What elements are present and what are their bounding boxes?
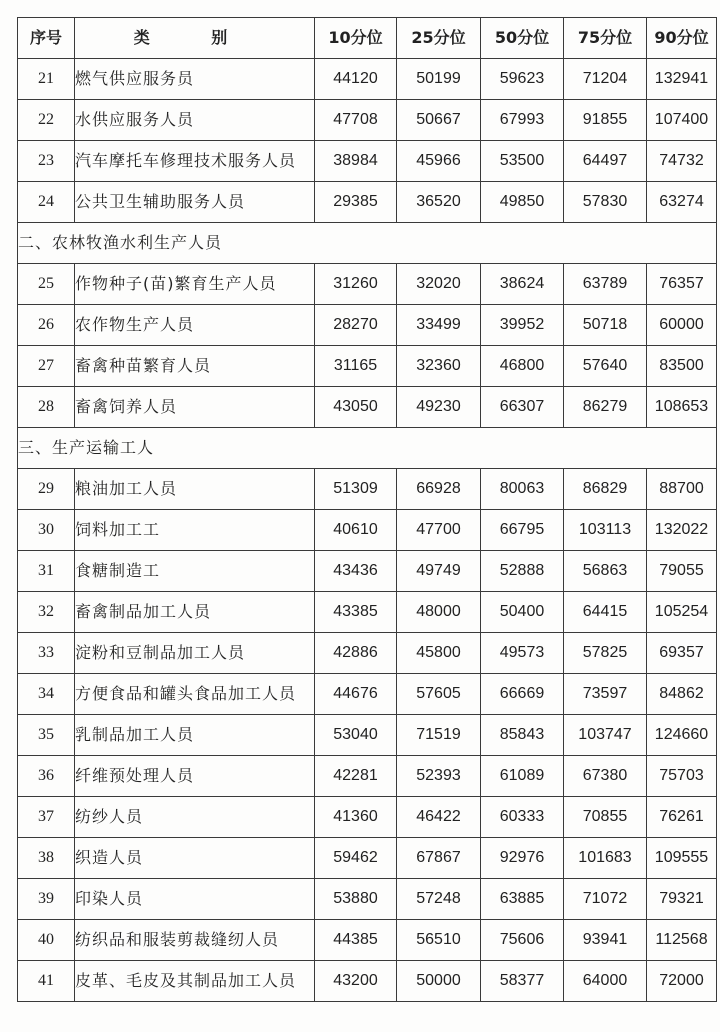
row-p75: 103747: [564, 715, 647, 756]
row-p50: 66669: [481, 674, 564, 715]
table-row: [18, 141, 717, 182]
row-p75: 57825: [564, 633, 647, 674]
row-p75: 63789: [564, 264, 647, 305]
row-seq: 23: [18, 141, 75, 182]
row-seq: 34: [18, 674, 75, 715]
row-seq: 35: [18, 715, 75, 756]
row-p75: 67380: [564, 756, 647, 797]
row-p10: 53880: [315, 879, 397, 920]
row-p90: 132941: [647, 59, 717, 100]
row-p25: 50000: [397, 961, 481, 1002]
row-category: 方便食品和罐头食品加工人员: [75, 674, 315, 715]
row-p75: 57640: [564, 346, 647, 387]
row-category: 汽车摩托车修理技术服务人员: [75, 141, 315, 182]
row-p10: 31165: [315, 346, 397, 387]
row-p90: 76261: [647, 797, 717, 838]
row-p25: 47700: [397, 510, 481, 551]
header-p50: 50分位: [481, 18, 564, 59]
table-row: [18, 264, 717, 305]
row-category: 农作物生产人员: [75, 305, 315, 346]
table-row: [18, 387, 717, 428]
row-category: 纤维预处理人员: [75, 756, 315, 797]
row-p90: 108653: [647, 387, 717, 428]
row-seq: 41: [18, 961, 75, 1002]
row-p10: 53040: [315, 715, 397, 756]
section-heading-production: 三、生产运输工人: [18, 428, 717, 469]
row-category: 畜禽饲养人员: [75, 387, 315, 428]
row-p10: 28270: [315, 305, 397, 346]
row-p50: 46800: [481, 346, 564, 387]
row-p25: 71519: [397, 715, 481, 756]
row-category: 织造人员: [75, 838, 315, 879]
section-row: [18, 223, 717, 264]
table-body: [18, 59, 717, 1002]
row-p25: 57248: [397, 879, 481, 920]
row-p90: 88700: [647, 469, 717, 510]
row-category: 淀粉和豆制品加工人员: [75, 633, 315, 674]
row-p75: 57830: [564, 182, 647, 223]
row-p10: 41360: [315, 797, 397, 838]
row-p10: 43436: [315, 551, 397, 592]
row-category: 印染人员: [75, 879, 315, 920]
row-p90: 83500: [647, 346, 717, 387]
row-p10: 51309: [315, 469, 397, 510]
row-p90: 105254: [647, 592, 717, 633]
table-header-row: [18, 18, 717, 59]
row-p25: 45800: [397, 633, 481, 674]
row-p50: 52888: [481, 551, 564, 592]
row-seq: 24: [18, 182, 75, 223]
row-p10: 43385: [315, 592, 397, 633]
row-p75: 86829: [564, 469, 647, 510]
row-seq: 38: [18, 838, 75, 879]
row-p25: 52393: [397, 756, 481, 797]
header-seq: 序号: [18, 18, 75, 59]
table-row: [18, 838, 717, 879]
row-p90: 79321: [647, 879, 717, 920]
table-row: [18, 346, 717, 387]
row-p75: 103113: [564, 510, 647, 551]
table-row: [18, 182, 717, 223]
row-category: 皮革、毛皮及其制品加工人员: [75, 961, 315, 1002]
row-p10: 31260: [315, 264, 397, 305]
row-p50: 80063: [481, 469, 564, 510]
row-p10: 44676: [315, 674, 397, 715]
row-p25: 48000: [397, 592, 481, 633]
row-seq: 31: [18, 551, 75, 592]
row-p75: 73597: [564, 674, 647, 715]
row-seq: 39: [18, 879, 75, 920]
row-p50: 66307: [481, 387, 564, 428]
row-seq: 27: [18, 346, 75, 387]
header-p75: 75分位: [564, 18, 647, 59]
row-p10: 44120: [315, 59, 397, 100]
row-category: 纺纱人员: [75, 797, 315, 838]
row-p75: 71204: [564, 59, 647, 100]
row-category: 水供应服务人员: [75, 100, 315, 141]
row-p25: 50667: [397, 100, 481, 141]
row-p25: 56510: [397, 920, 481, 961]
table-row: [18, 100, 717, 141]
table-row: [18, 510, 717, 551]
row-p90: 109555: [647, 838, 717, 879]
row-seq: 40: [18, 920, 75, 961]
row-seq: 28: [18, 387, 75, 428]
row-p75: 91855: [564, 100, 647, 141]
header-category: 类 别: [75, 18, 315, 59]
row-p10: 42281: [315, 756, 397, 797]
row-p90: 124660: [647, 715, 717, 756]
row-category: 乳制品加工人员: [75, 715, 315, 756]
row-p50: 59623: [481, 59, 564, 100]
wage-percentile-table: [17, 17, 717, 1002]
header-p10: 10分位: [315, 18, 397, 59]
header-p90: 90分位: [647, 18, 717, 59]
row-p90: 79055: [647, 551, 717, 592]
row-p25: 33499: [397, 305, 481, 346]
row-seq: 33: [18, 633, 75, 674]
row-p90: 72000: [647, 961, 717, 1002]
row-category: 纺织品和服装剪裁缝纫人员: [75, 920, 315, 961]
table-row: [18, 469, 717, 510]
row-seq: 22: [18, 100, 75, 141]
table-row: [18, 305, 717, 346]
row-p50: 39952: [481, 305, 564, 346]
row-p50: 50400: [481, 592, 564, 633]
row-p90: 107400: [647, 100, 717, 141]
row-p50: 38624: [481, 264, 564, 305]
row-p75: 56863: [564, 551, 647, 592]
row-category: 饲料加工工: [75, 510, 315, 551]
row-seq: 37: [18, 797, 75, 838]
table-row: [18, 674, 717, 715]
table-row: [18, 633, 717, 674]
row-p90: 84862: [647, 674, 717, 715]
row-seq: 26: [18, 305, 75, 346]
row-category: 公共卫生辅助服务人员: [75, 182, 315, 223]
row-category: 作物种子(苗)繁育生产人员: [75, 264, 315, 305]
row-p10: 29385: [315, 182, 397, 223]
row-p75: 71072: [564, 879, 647, 920]
table-row: [18, 592, 717, 633]
header-p25: 25分位: [397, 18, 481, 59]
row-p10: 43050: [315, 387, 397, 428]
table-row: [18, 715, 717, 756]
row-p25: 67867: [397, 838, 481, 879]
row-p75: 50718: [564, 305, 647, 346]
row-p90: 75703: [647, 756, 717, 797]
row-p50: 49850: [481, 182, 564, 223]
row-p90: 132022: [647, 510, 717, 551]
row-category: 粮油加工人员: [75, 469, 315, 510]
row-p75: 101683: [564, 838, 647, 879]
row-p50: 53500: [481, 141, 564, 182]
row-seq: 32: [18, 592, 75, 633]
row-p90: 63274: [647, 182, 717, 223]
row-p50: 75606: [481, 920, 564, 961]
row-p50: 66795: [481, 510, 564, 551]
row-p90: 74732: [647, 141, 717, 182]
row-p50: 92976: [481, 838, 564, 879]
row-p75: 70855: [564, 797, 647, 838]
section-heading-agriculture: 二、农林牧渔水利生产人员: [18, 223, 717, 264]
row-p10: 59462: [315, 838, 397, 879]
row-p50: 85843: [481, 715, 564, 756]
row-p50: 49573: [481, 633, 564, 674]
row-p25: 45966: [397, 141, 481, 182]
row-p75: 86279: [564, 387, 647, 428]
row-p10: 43200: [315, 961, 397, 1002]
section-row: [18, 428, 717, 469]
table-row: [18, 59, 717, 100]
table-row: [18, 756, 717, 797]
row-seq: 36: [18, 756, 75, 797]
row-p50: 61089: [481, 756, 564, 797]
row-p25: 49230: [397, 387, 481, 428]
table-row: [18, 961, 717, 1002]
table-row: [18, 551, 717, 592]
row-p75: 93941: [564, 920, 647, 961]
row-p90: 69357: [647, 633, 717, 674]
row-category: 畜禽制品加工人员: [75, 592, 315, 633]
row-p25: 49749: [397, 551, 481, 592]
row-p50: 63885: [481, 879, 564, 920]
row-p75: 64497: [564, 141, 647, 182]
row-seq: 21: [18, 59, 75, 100]
row-p25: 57605: [397, 674, 481, 715]
row-p50: 67993: [481, 100, 564, 141]
row-p10: 44385: [315, 920, 397, 961]
row-p90: 112568: [647, 920, 717, 961]
row-seq: 29: [18, 469, 75, 510]
row-p25: 50199: [397, 59, 481, 100]
row-p25: 32020: [397, 264, 481, 305]
row-p25: 66928: [397, 469, 481, 510]
row-p75: 64000: [564, 961, 647, 1002]
row-category: 畜禽种苗繁育人员: [75, 346, 315, 387]
row-p25: 36520: [397, 182, 481, 223]
row-p90: 60000: [647, 305, 717, 346]
table-row: [18, 879, 717, 920]
row-p50: 58377: [481, 961, 564, 1002]
row-p10: 47708: [315, 100, 397, 141]
row-p50: 60333: [481, 797, 564, 838]
row-category: 食糖制造工: [75, 551, 315, 592]
row-p10: 42886: [315, 633, 397, 674]
table-row: [18, 797, 717, 838]
row-p25: 46422: [397, 797, 481, 838]
row-p75: 64415: [564, 592, 647, 633]
row-p90: 76357: [647, 264, 717, 305]
row-p25: 32360: [397, 346, 481, 387]
row-seq: 30: [18, 510, 75, 551]
row-p10: 40610: [315, 510, 397, 551]
table-row: [18, 920, 717, 961]
row-p10: 38984: [315, 141, 397, 182]
row-seq: 25: [18, 264, 75, 305]
row-category: 燃气供应服务员: [75, 59, 315, 100]
